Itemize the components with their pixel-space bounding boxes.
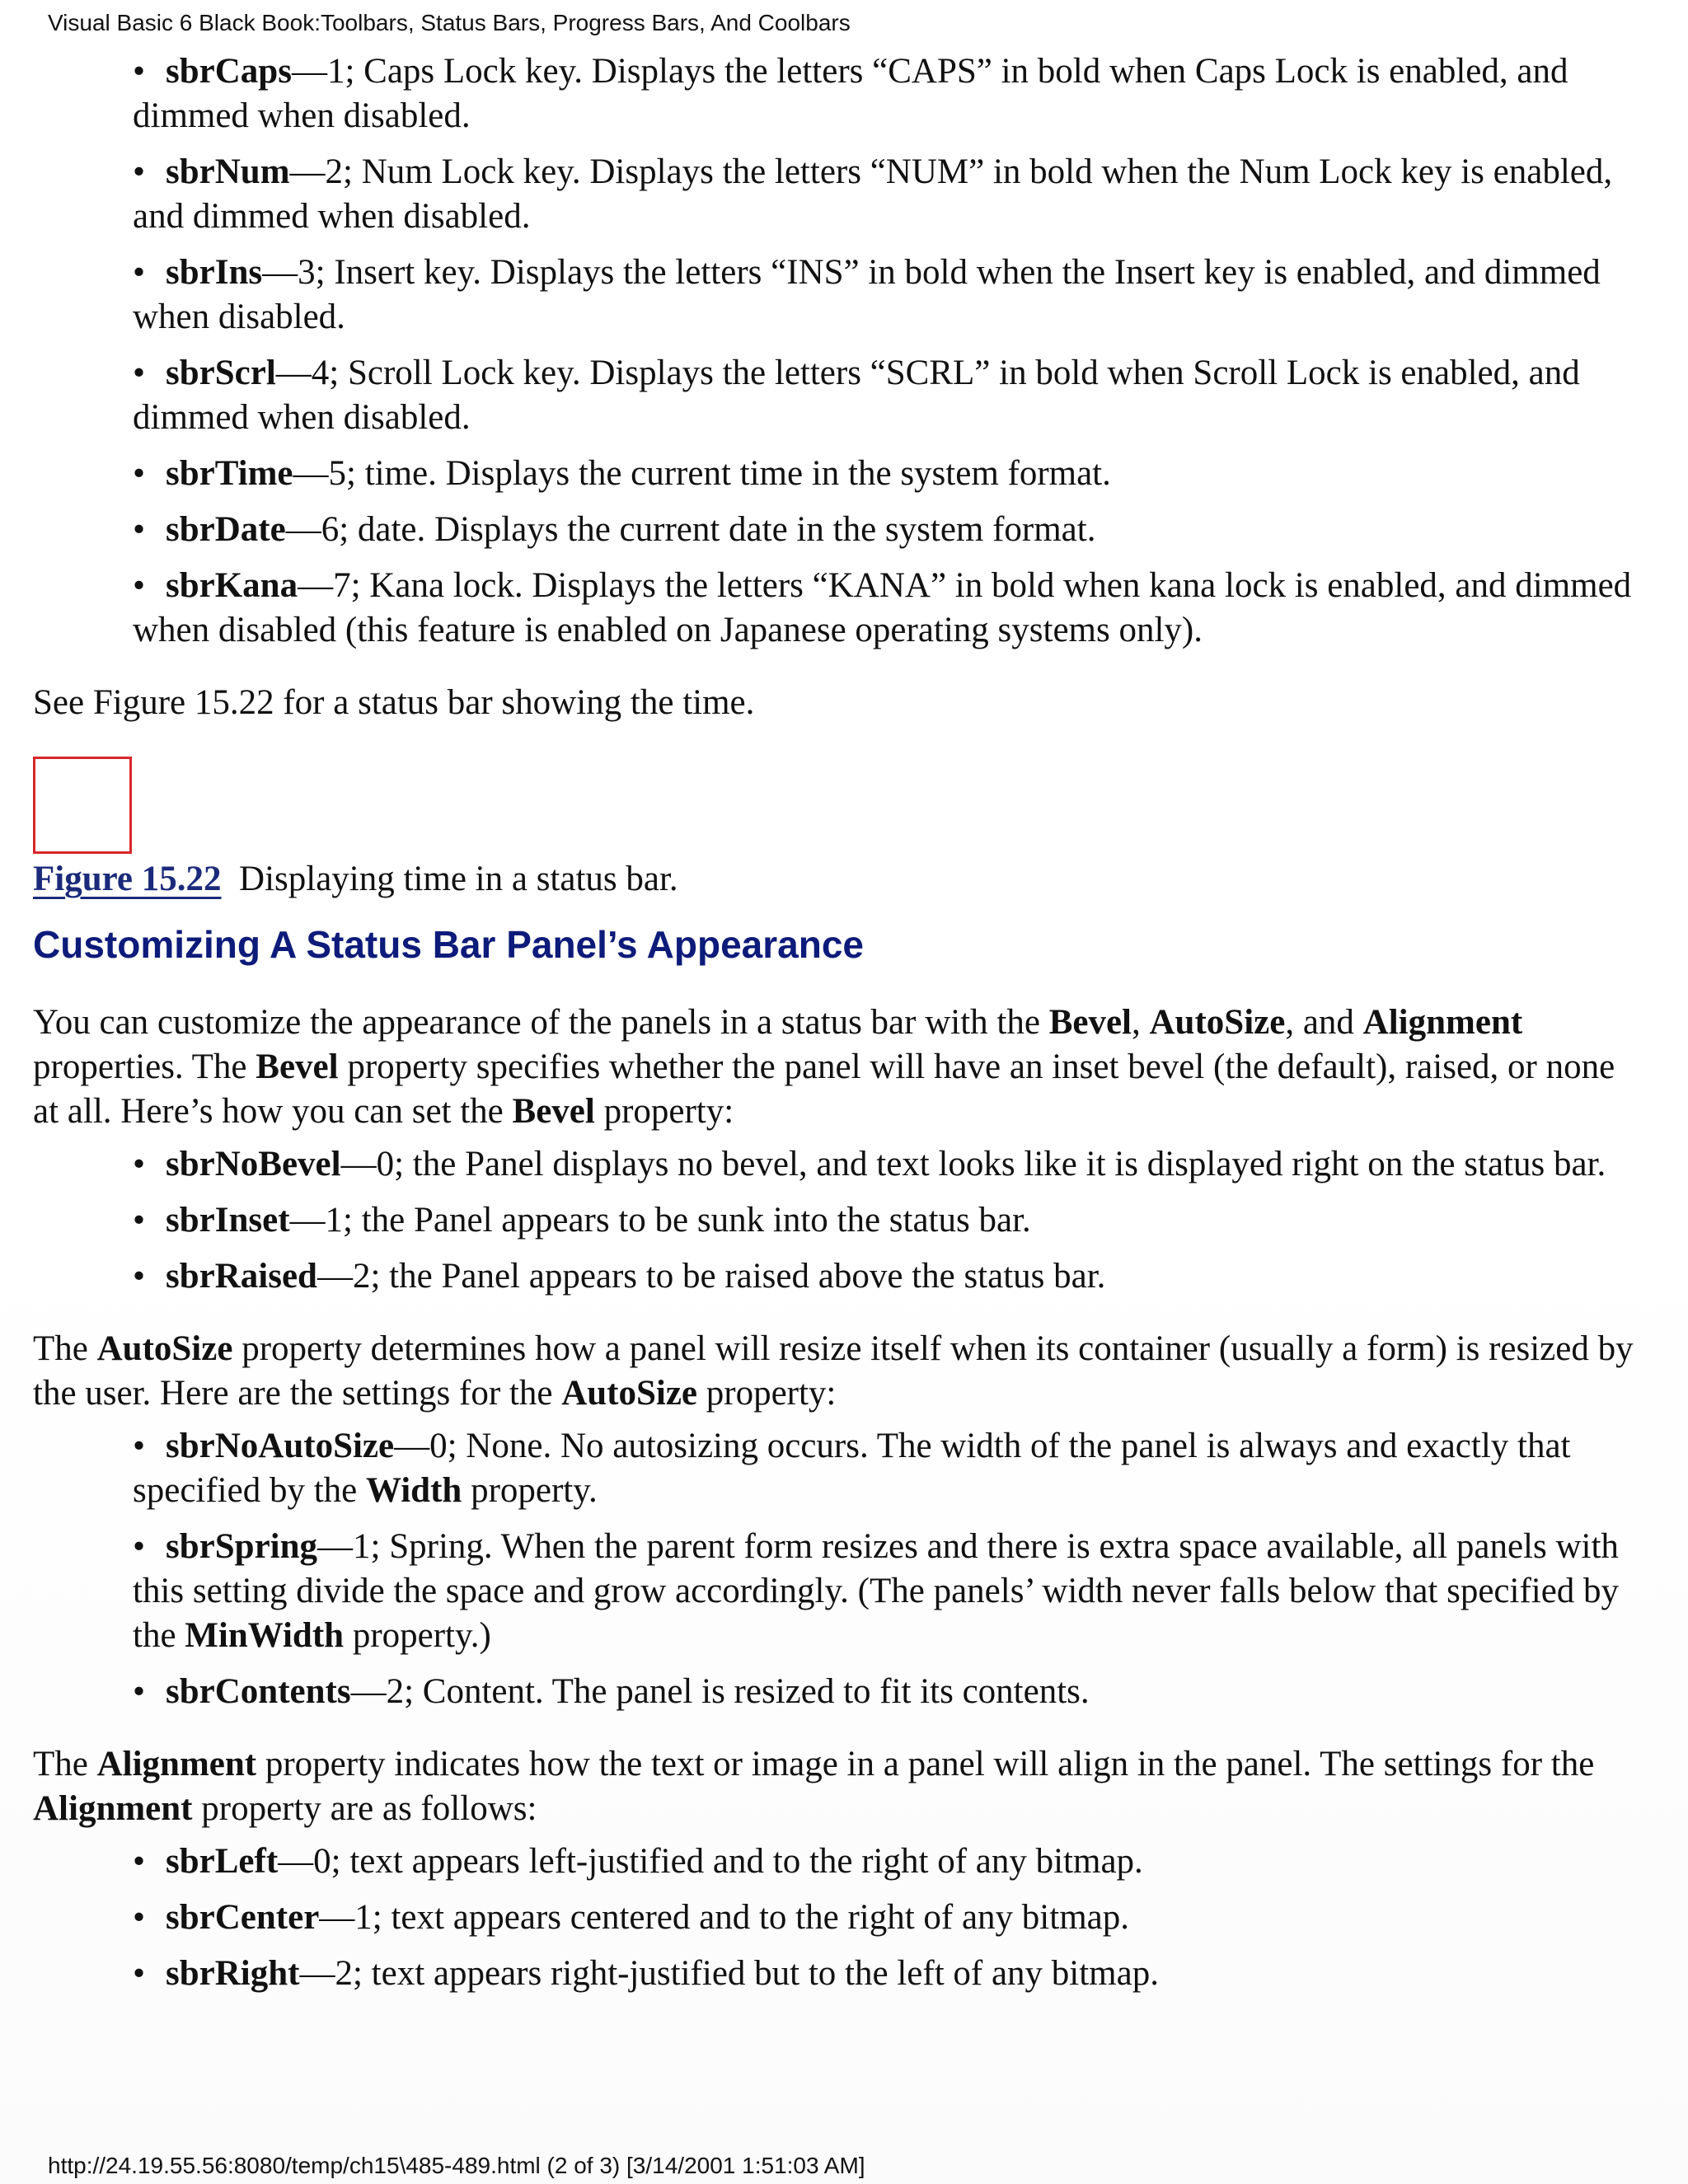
term: sbrRaised [166,1257,317,1296]
description: —6; date. Displays the current date in the system format. [285,510,1096,549]
list-item [133,1840,1648,1884]
description: —0; the Panel displays no bevel, and text looks like it is displayed right on the status bar. [340,1145,1606,1183]
status-panel-style-list [33,49,1648,653]
figure-caption [33,857,1648,902]
term: sbrDate [166,510,286,549]
list-item [133,508,1648,552]
description: —4; Scroll Lock key. Displays the letters “SCRL” in bold when Scroll Lock is enabled, and dimmed when disabled. [133,354,1580,437]
list-item [133,351,1648,440]
list-item [133,564,1648,653]
list-item: • sbrContents—2; Content. The panel is resized to fit its contents. [133,1670,1648,1714]
description: —2; the Panel appears to be raised above the status bar. [316,1257,1106,1296]
bullet-icon: • [133,566,146,605]
bullet-icon: • [133,253,146,292]
paragraph-bevel: You can customize the appearance of the panels in a status bar with the Bevel, AutoSize, and Alignment properties. The Bevel property specifies whether the panel will have an inset bevel (the default), raised, or none at all. Here’s how you can set the Bevel property: [33,1003,1615,1131]
description: —0; text appears left-justified and to the right of any bitmap. [278,1842,1143,1881]
description: —1; text appears centered and to the right of any bitmap. [319,1898,1129,1937]
list-item: • sbrSpring—1; Spring. When the parent form resizes and there is extra space available, all panels with this setting divide the space and grow accordingly. (The panels’ width never falls below that specified by the MinWidth property.) [133,1525,1648,1658]
see-figure-text: See Figure 15.22 for a status bar showing the time. [33,683,755,722]
document-body [33,49,1648,1996]
paragraph-autosize: The AutoSize property determines how a panel will resize itself when its container (usually a form) is resized by the user. Here are the settings for the AutoSize property: [33,1329,1634,1413]
list-item [133,1254,1648,1299]
bevel-list [33,1142,1648,1299]
term: sbrKana [166,566,298,605]
bullet-icon: • [133,1201,146,1240]
description: —5; time. Displays the current time in the system format. [293,454,1111,493]
description: —1; the Panel appears to be sunk into the status bar. [289,1201,1031,1240]
term: sbrNoAutoSize [166,1427,395,1465]
term: sbrLeft [166,1842,279,1881]
bullet-icon: • [133,152,146,191]
bullet-icon: • [133,1527,146,1566]
bullet-icon: • [133,354,146,392]
bullet-icon: • [133,1898,146,1937]
description: —3; Insert key. Displays the letters “INS” in bold when the Insert key is enabled, and dimmed when disabled. [133,253,1601,336]
term: sbrInset [166,1201,290,1240]
bullet-icon: • [133,1145,146,1183]
bullet-icon: • [133,52,146,91]
section-heading: Customizing A Status Bar Panel’s Appearance [33,923,864,966]
autosize-list [33,1424,1648,1714]
page-footer-url: http://24.19.55.56:8080/temp/ch15\485-489.html (2 of 3) [3/14/2001 1:51:03 AM] [48,2153,865,2178]
bullet-icon: • [133,1672,146,1711]
list-item [133,1952,1648,1996]
term: sbrSpring [166,1527,318,1566]
figure-caption-text: Displaying time in a status bar. [239,860,678,898]
description: —1; Caps Lock key. Displays the letters “CAPS” in bold when Caps Lock is enabled, and dimmed when disabled. [133,52,1568,135]
list-item [133,251,1648,340]
page-header: Visual Basic 6 Black Book:Toolbars, Status Bars, Progress Bars, And Coolbars [48,10,851,35]
alignment-list [33,1840,1648,1996]
bullet-icon: • [133,1954,146,1993]
term: sbrContents [166,1672,351,1711]
term: sbrScrl [166,354,276,392]
bullet-icon: • [133,1257,146,1296]
bullet-icon: • [133,1842,146,1881]
term: sbrNoBevel [166,1145,341,1183]
figure-image-placeholder [33,757,132,854]
list-item [133,452,1648,496]
term: sbrNum [166,152,290,191]
figure-link[interactable]: Figure 15.22 [33,860,222,898]
term: sbrIns [166,253,263,292]
term: sbrCaps [166,52,292,91]
list-item [133,1198,1648,1243]
description: —2; Num Lock key. Displays the letters “NUM” in bold when the Num Lock key is enabled, and dimmed when disabled. [133,152,1613,236]
bullet-icon: • [133,454,146,493]
bullet-icon: • [133,510,146,549]
list-item: • sbrNoAutoSize—0; None. No autosizing occurs. The width of the panel is always and exactly that specified by the Width property. [133,1424,1648,1513]
bullet-icon: • [133,1427,146,1465]
description: —7; Kana lock. Displays the letters “KANA” in bold when kana lock is enabled, and dimmed when disabled (this feature is enabled on Japanese operating systems only). [133,566,1632,649]
term: sbrRight [166,1954,300,1993]
term: sbrCenter [166,1898,320,1937]
description: —2; text appears right-justified but to the left of any bitmap. [299,1954,1159,1993]
list-item [133,49,1648,138]
list-item [133,1142,1648,1187]
list-item [133,1896,1648,1940]
paragraph-alignment: The Alignment property indicates how the text or image in a panel will align in the panel. The settings for the Alignment property are as follows: [33,1745,1595,1828]
term: sbrTime [166,454,293,493]
list-item [133,150,1648,239]
